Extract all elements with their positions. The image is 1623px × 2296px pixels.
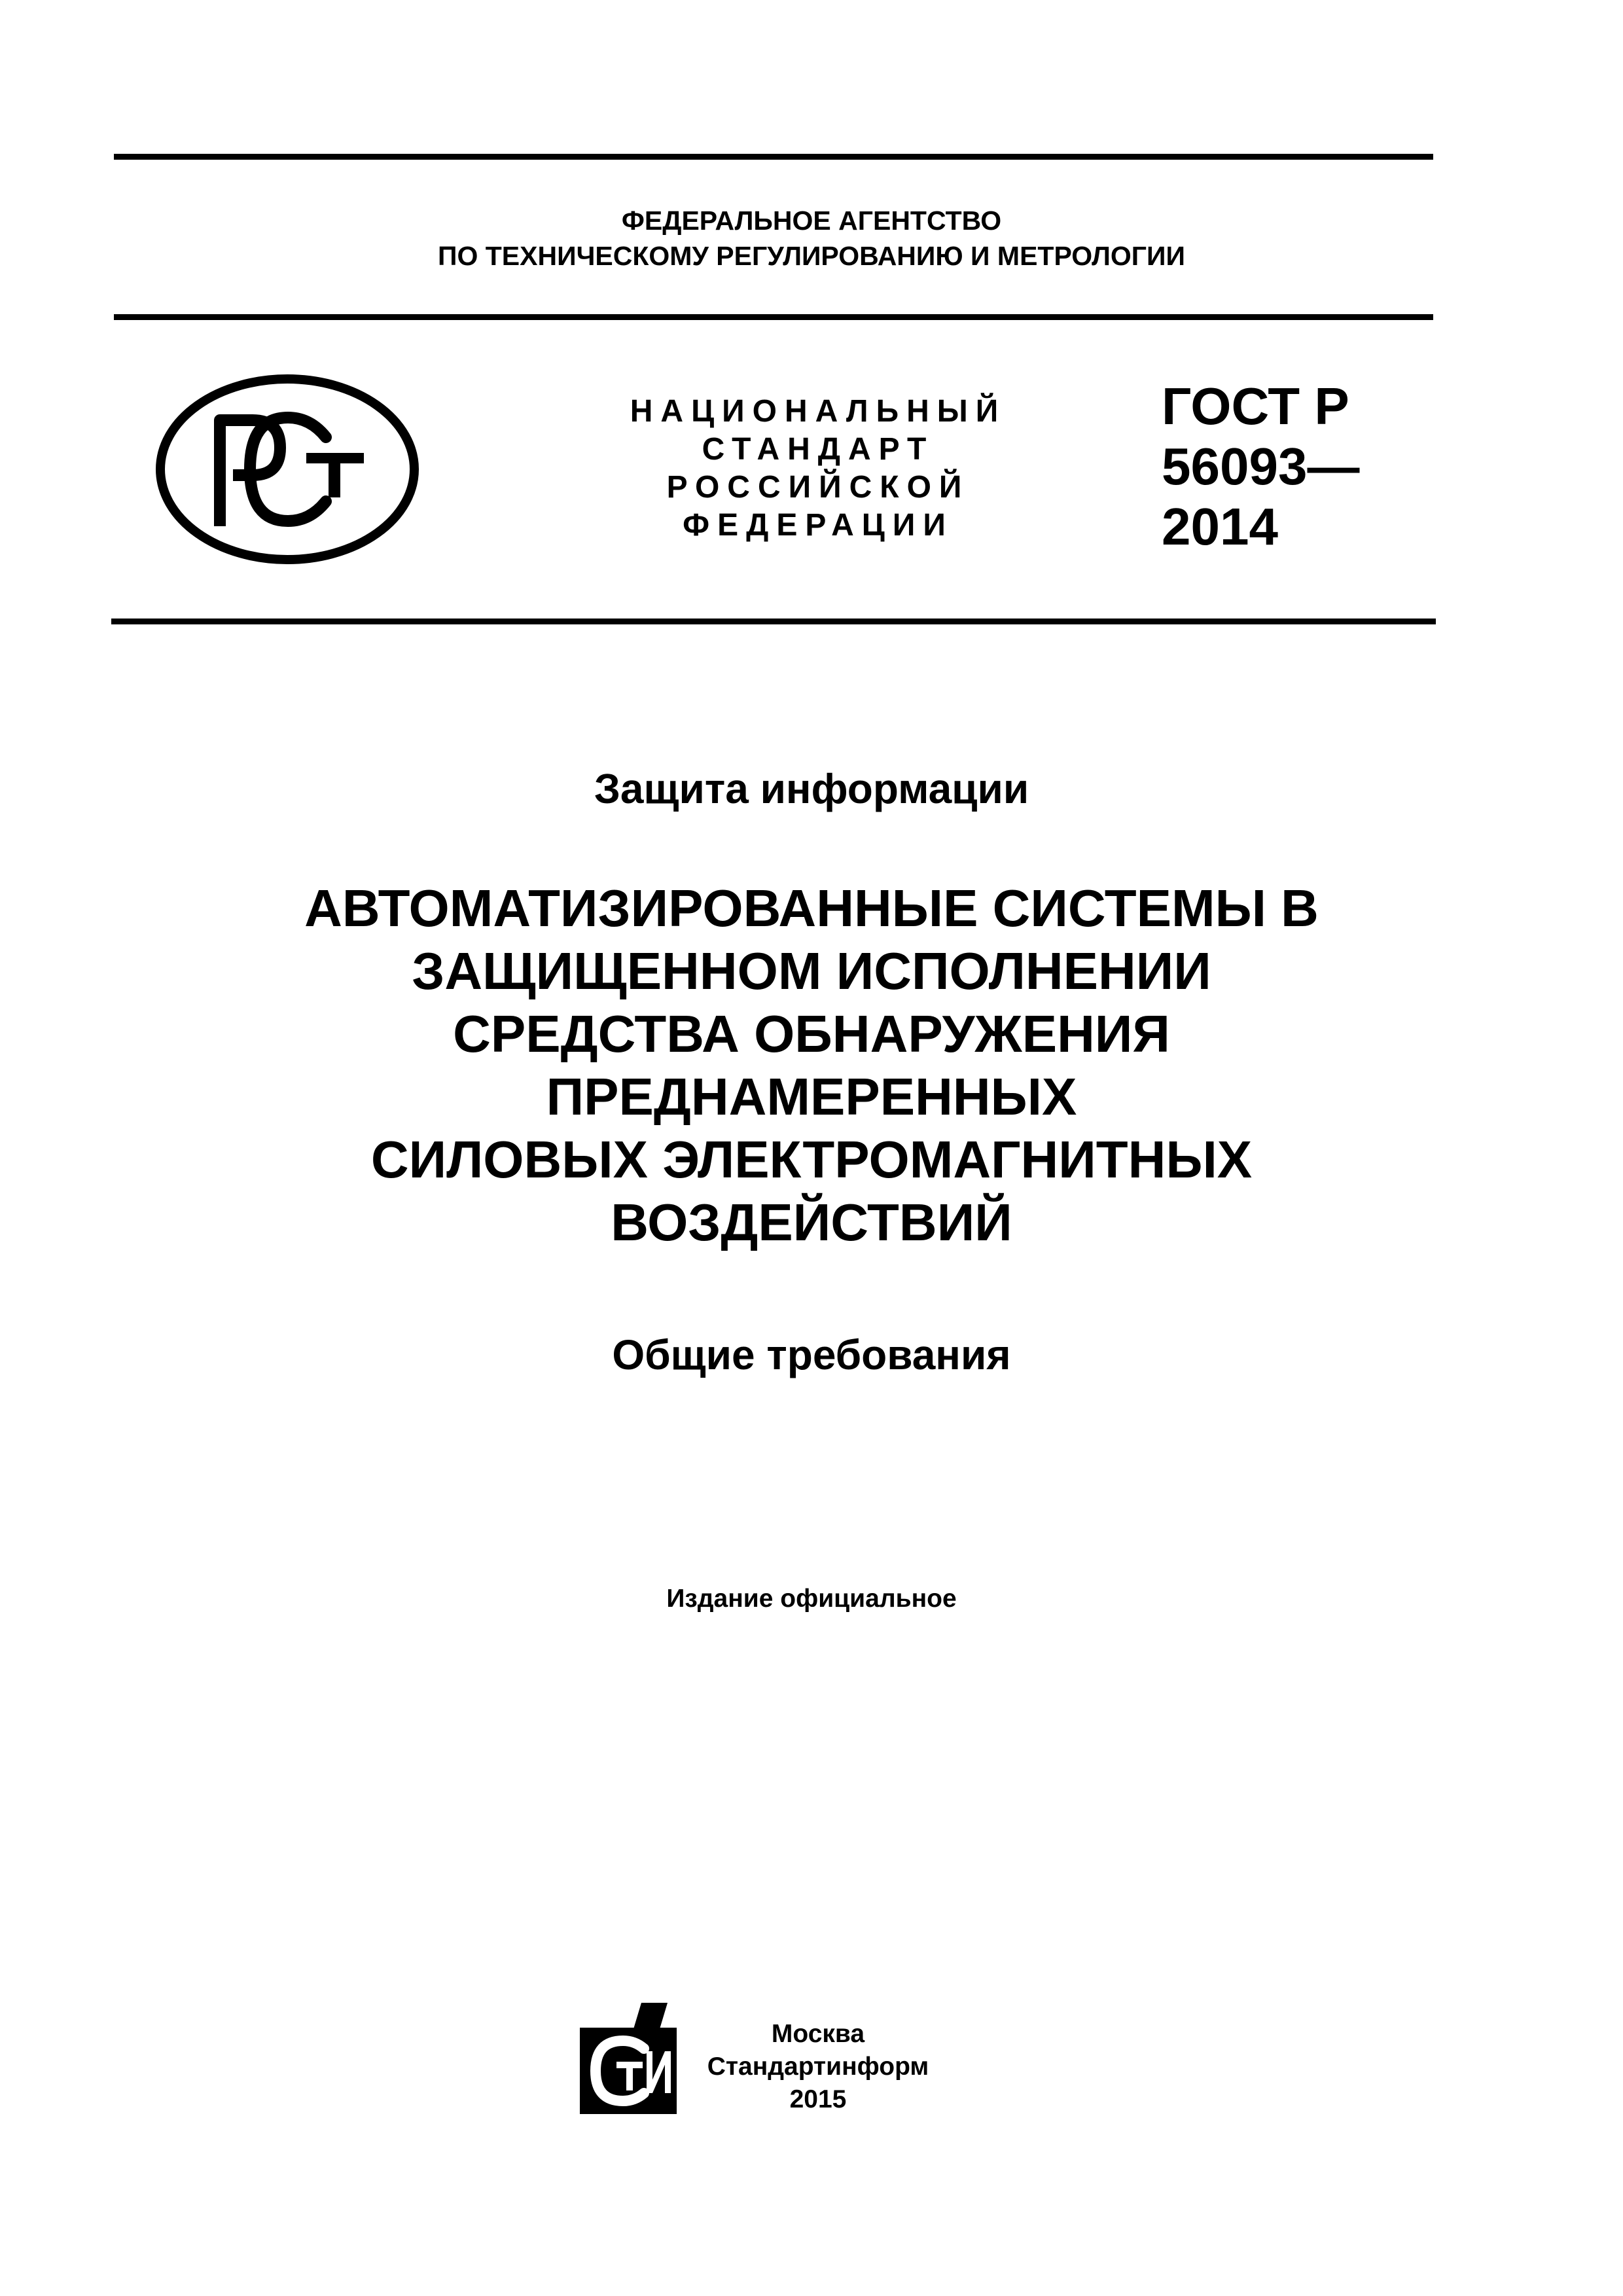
national-line-1: НАЦИОНАЛЬНЫЙ <box>630 394 1007 429</box>
national-standard-label <box>576 393 1060 545</box>
agency-rule <box>114 314 1433 320</box>
title-line: ВОЗДЕЙСТВИЙ <box>611 1193 1012 1251</box>
title-line: СРЕДСТВА ОБНАРУЖЕНИЯ <box>453 1005 1170 1063</box>
edition-note: Издание официальное <box>666 1585 957 1613</box>
title-line: СИЛОВЫХ ЭЛЕКТРОМАГНИТНЫХ <box>370 1130 1253 1189</box>
publisher-city: Москва <box>771 2020 865 2048</box>
publisher-block <box>687 2018 949 2116</box>
title-line: ПРЕДНАМЕРЕННЫХ <box>546 1067 1077 1126</box>
title-line: ЗАЩИЩЕННОМ ИСПОЛНЕНИИ <box>412 942 1211 1000</box>
document-title <box>0 877 1623 1254</box>
publisher-year: 2015 <box>789 2085 847 2113</box>
agency-line-1: ФЕДЕРАЛЬНОЕ АГЕНТСТВО <box>621 206 1002 236</box>
header-bottom-rule <box>111 619 1436 624</box>
national-line-4: ФЕДЕРАЦИИ <box>683 508 954 543</box>
agency-header <box>0 203 1623 274</box>
title-line: АВТОМАТИЗИРОВАННЫЕ СИСТЕМЫ В <box>304 879 1319 937</box>
gost-designation <box>1162 376 1359 557</box>
document-subtitle: Общие требования <box>612 1331 1011 1378</box>
national-line-2: СТАНДАРТ <box>702 432 935 467</box>
gost-line-1: ГОСТ Р <box>1162 377 1349 435</box>
national-line-3: РОССИЙСКОЙ <box>666 470 970 505</box>
subject-heading: Защита информации <box>594 765 1029 812</box>
publisher-name: Стандартинформ <box>707 2053 929 2081</box>
agency-line-2: ПО ТЕХНИЧЕСКОМУ РЕГУЛИРОВАНИЮ И МЕТРОЛОГИИ <box>438 241 1185 271</box>
gost-r-mark-icon <box>154 374 420 564</box>
top-rule <box>114 154 1433 160</box>
standartinform-logo-icon <box>576 2003 681 2117</box>
gost-line-2: 56093— <box>1162 437 1360 495</box>
gost-line-3: 2014 <box>1162 497 1278 556</box>
